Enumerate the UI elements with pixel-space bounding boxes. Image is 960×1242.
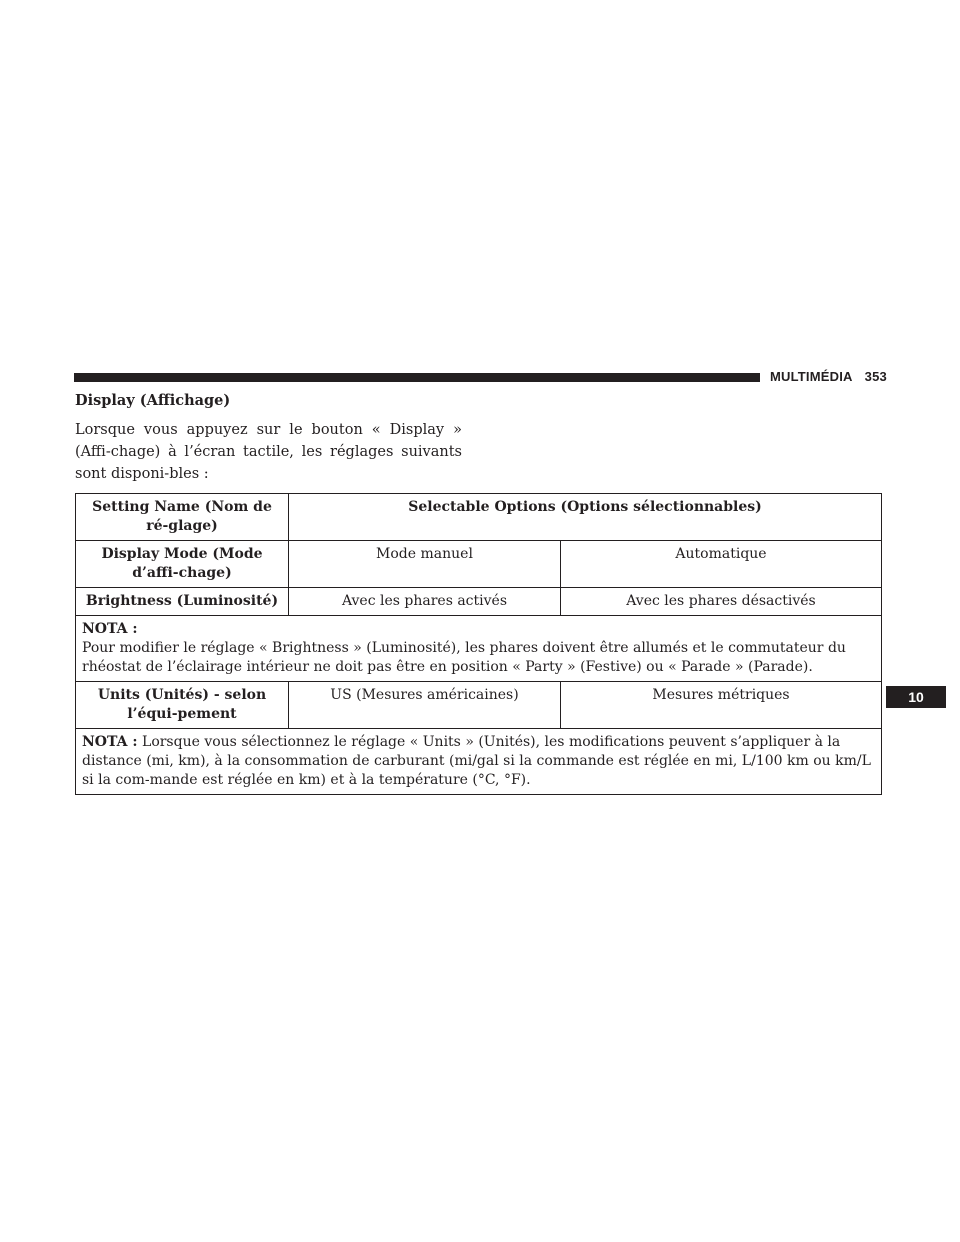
header-section: MULTIMÉDIA bbox=[770, 369, 853, 384]
setting-name: Units (Unités) - selon l’équi-pement bbox=[76, 682, 289, 729]
note-row bbox=[76, 729, 882, 795]
option-1: US (Mesures américaines) bbox=[289, 682, 561, 729]
header-selectable-options: Selectable Options (Options sélectionnables) bbox=[289, 494, 882, 541]
display-settings-table bbox=[75, 493, 882, 795]
running-header bbox=[770, 369, 887, 384]
option-2: Automatique bbox=[561, 541, 882, 588]
option-2: Mesures métriques bbox=[561, 682, 882, 729]
note-row bbox=[76, 616, 882, 682]
note-cell bbox=[76, 616, 882, 682]
intro-paragraph: Lorsque vous appuyez sur le bouton « Display » (Affi-chage) à l’écran tactile, les réglages suivants sont disponi-bles : bbox=[75, 422, 462, 482]
page-number: 353 bbox=[864, 369, 887, 384]
chapter-tab: 10 bbox=[886, 686, 946, 708]
note-text: Lorsque vous sélectionnez le réglage « Units » (Unités), les modifications peuvent s’appliquer à la distance (mi, km), à la consommation de carburant (mi/gal si la commande est réglée en mi, L/100 km ou km/L si la com-mande est réglée en km) et à la température (°C, °F). bbox=[82, 734, 871, 788]
setting-name: Brightness (Luminosité) bbox=[76, 588, 289, 616]
note-cell bbox=[76, 729, 882, 795]
option-1: Mode manuel bbox=[289, 541, 561, 588]
table-row bbox=[76, 682, 882, 729]
note-text: Pour modifier le réglage « Brightness » (Luminosité), les phares doivent être allumés et le commutateur du rhéostat de l’éclairage intérieur ne doit pas être en position « Party » (Festive) ou « Parade » (Parade). bbox=[82, 640, 846, 675]
table-row bbox=[76, 541, 882, 588]
table-row bbox=[76, 588, 882, 616]
note-label: NOTA : bbox=[82, 621, 138, 637]
header-setting-name: Setting Name (Nom de ré-glage) bbox=[76, 494, 289, 541]
table-header-row bbox=[76, 494, 882, 541]
header-rule bbox=[74, 373, 760, 382]
setting-name: Display Mode (Mode d’affi-chage) bbox=[76, 541, 289, 588]
section-title: Display (Affichage) bbox=[75, 392, 231, 409]
note-label: NOTA : bbox=[82, 734, 138, 750]
option-1: Avec les phares activés bbox=[289, 588, 561, 616]
option-2: Avec les phares désactivés bbox=[561, 588, 882, 616]
